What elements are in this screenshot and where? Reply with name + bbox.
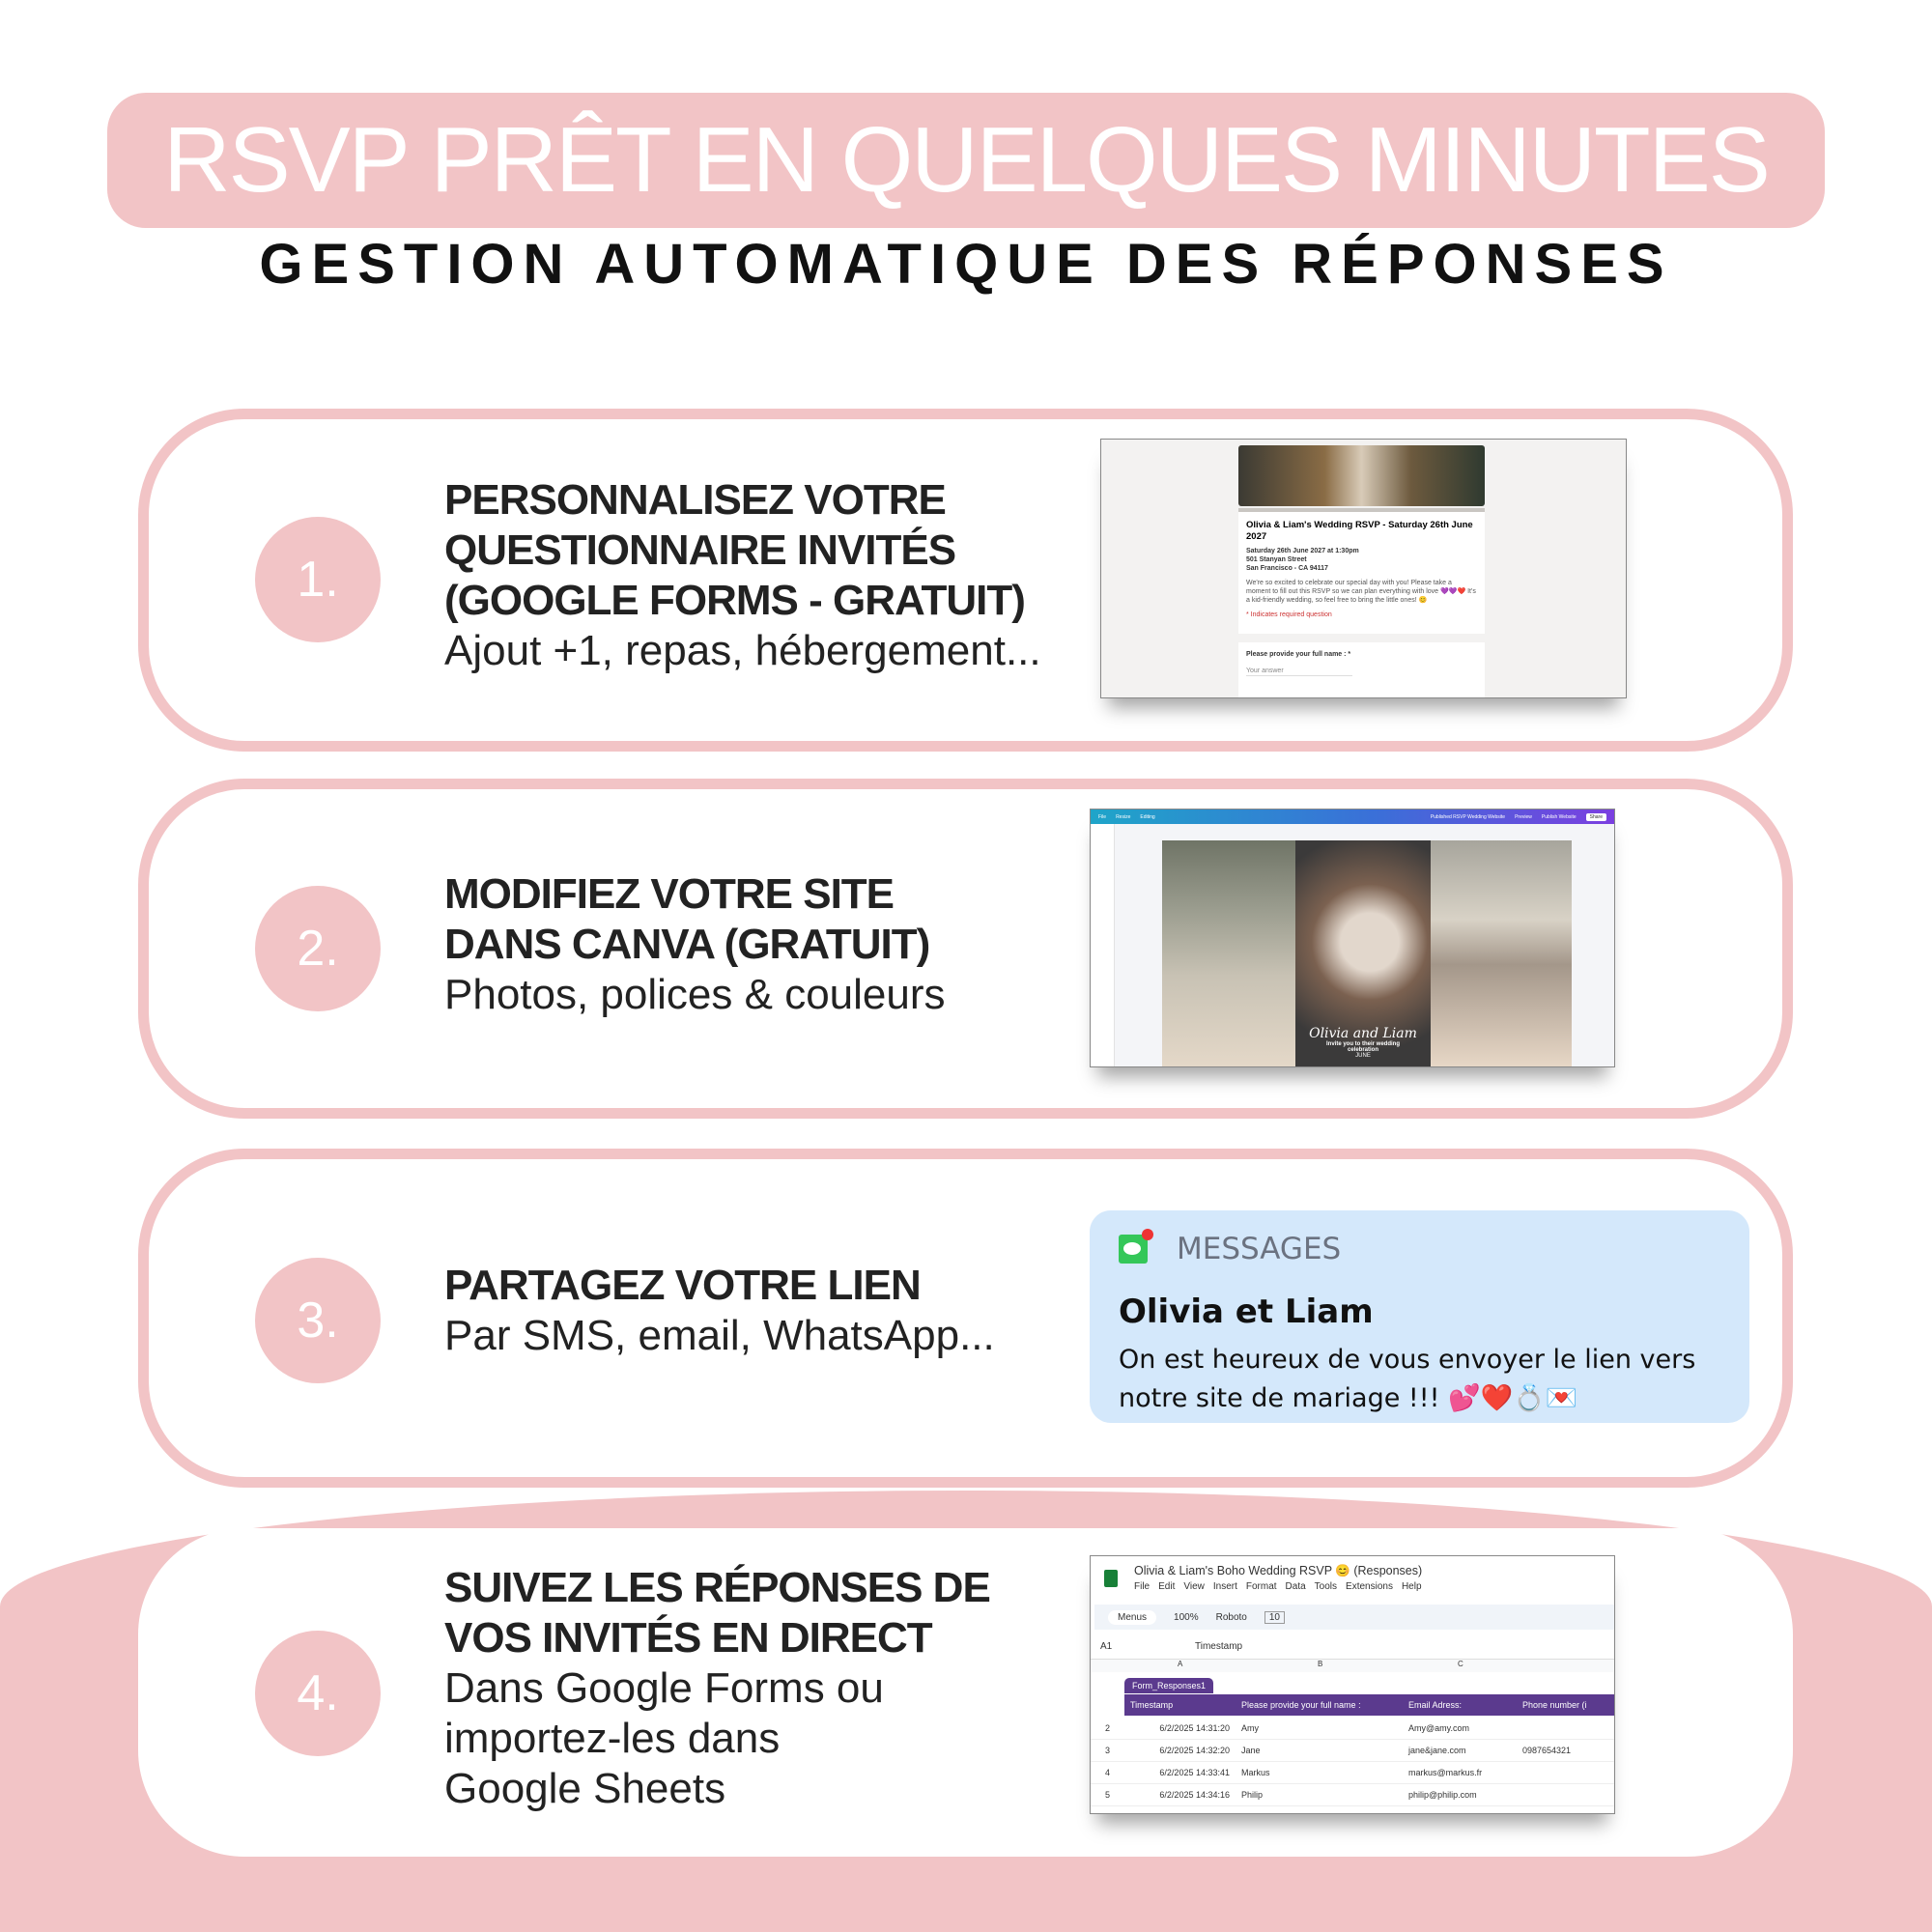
cell-email[interactable]: Amy@amy.com [1408, 1723, 1469, 1733]
cell-name[interactable]: Jane [1241, 1746, 1261, 1755]
header-cell[interactable]: Email Adress: [1408, 1700, 1463, 1710]
step-number-1: 1. [255, 517, 381, 642]
message-sender: Olivia et Liam [1119, 1293, 1374, 1331]
sheets-menu-bar [1134, 1581, 1422, 1592]
form-city: San Francisco - CA 94117 [1246, 565, 1328, 572]
step-text-2 [444, 869, 946, 1020]
page-title: RSVP PRÊT EN QUELQUES MINUTES [163, 108, 1769, 212]
step-heading: PERSONNALISEZ VOTRE [444, 476, 946, 524]
lake-photo-left [1162, 840, 1295, 1066]
table-row[interactable] [1091, 1740, 1614, 1762]
menu-resize[interactable]: Resize [1116, 813, 1131, 820]
menu-item[interactable]: File [1134, 1581, 1151, 1592]
month-text: JUNE [1355, 1053, 1371, 1059]
cell-email[interactable]: philip@philip.com [1408, 1790, 1477, 1800]
column-headers [1091, 1659, 1614, 1672]
google-forms-screenshot [1100, 439, 1627, 698]
column-c[interactable]: C [1458, 1660, 1463, 1668]
step-body: Ajout +1, repas, hébergement... [444, 627, 1041, 674]
form-date: Saturday 26th June 2027 at 1:30pm [1246, 548, 1359, 554]
menu-item[interactable]: Format [1245, 1581, 1277, 1592]
step-text-4 [444, 1563, 990, 1814]
step-body: importez-les dans [444, 1715, 781, 1762]
cell-phone[interactable]: 0987654321 [1522, 1746, 1572, 1755]
table-row[interactable] [1091, 1762, 1614, 1784]
header-cell[interactable]: Timestamp [1130, 1700, 1174, 1710]
messages-app-name: MESSAGES [1177, 1232, 1342, 1266]
form-required-note: * Indicates required question [1246, 611, 1332, 618]
menu-item[interactable]: Edit [1158, 1581, 1176, 1592]
canva-toolbar [1091, 810, 1614, 824]
cell-name[interactable]: Markus [1241, 1768, 1270, 1777]
step-text-1 [444, 475, 1041, 676]
column-a[interactable]: A [1178, 1660, 1183, 1668]
step-number-4: 4. [255, 1631, 381, 1756]
form-question-card [1238, 642, 1485, 698]
invite-text: Invite you to their wedding celebration [1325, 1041, 1400, 1053]
messages-app-icon [1119, 1235, 1148, 1264]
wedding-header-photo [1238, 445, 1485, 506]
cell-n[interactable]: 3 [1104, 1746, 1110, 1755]
sheets-toolbar [1094, 1605, 1614, 1630]
google-sheets-screenshot [1090, 1555, 1615, 1814]
cell-email[interactable]: jane&jane.com [1408, 1746, 1466, 1755]
chateau-photo [1431, 840, 1572, 1066]
preview-button[interactable]: Preview [1515, 813, 1532, 820]
step-heading: QUESTIONNAIRE INVITÉS [444, 526, 956, 574]
step-heading: DANS CANVA (GRATUIT) [444, 921, 930, 968]
canva-sidebar[interactable] [1091, 824, 1115, 1066]
step-heading: MODIFIEZ VOTRE SITE [444, 870, 895, 918]
title-banner [107, 93, 1825, 228]
sheet-title: Olivia & Liam's Boho Wedding RSVP 😊 (Responses) [1134, 1564, 1423, 1577]
column-b[interactable]: B [1318, 1660, 1323, 1668]
message-text: On est heureux de vous envoyer le lien vers notre site de mariage !!! 💕❤️💍💌 [1119, 1345, 1696, 1413]
name-box[interactable]: A1 [1100, 1641, 1113, 1652]
cell-email[interactable]: markus@markus.fr [1408, 1768, 1483, 1777]
step-body: Par SMS, email, WhatsApp... [444, 1312, 995, 1359]
share-button[interactable]: Share [1586, 813, 1606, 821]
message-notification [1090, 1210, 1749, 1423]
cell-ts[interactable]: 6/2/2025 14:32:20 [1159, 1746, 1230, 1755]
font-select[interactable]: Roboto [1215, 1611, 1247, 1623]
menu-item[interactable]: Insert [1212, 1581, 1237, 1592]
cell-ts[interactable]: 6/2/2025 14:31:20 [1159, 1723, 1230, 1733]
table-row[interactable] [1091, 1784, 1614, 1806]
menu-item[interactable]: Data [1285, 1581, 1306, 1592]
step-text-3 [444, 1261, 995, 1361]
font-size-input[interactable]: 10 [1264, 1611, 1285, 1624]
cell-name[interactable]: Philip [1241, 1790, 1264, 1800]
cell-n[interactable]: 2 [1104, 1723, 1110, 1733]
step-heading: VOS INVITÉS EN DIRECT [444, 1614, 932, 1662]
page-subtitle: GESTION AUTOMATIQUE DES RÉPONSES [259, 233, 1673, 296]
step-number-3: 3. [255, 1258, 381, 1383]
menu-item[interactable]: Help [1401, 1581, 1422, 1592]
formula-bar[interactable]: Timestamp [1195, 1641, 1243, 1652]
table-row[interactable] [1091, 1718, 1614, 1740]
canva-screenshot [1090, 809, 1615, 1067]
menu-file[interactable]: File [1098, 813, 1107, 820]
header-cell[interactable]: Please provide your full name : [1241, 1700, 1361, 1710]
menus-search[interactable]: Menus [1108, 1610, 1156, 1625]
cell-name[interactable]: Amy [1241, 1723, 1259, 1733]
menu-item[interactable]: Extensions [1346, 1581, 1393, 1592]
doc-title: Published RSVP Wedding Website [1430, 813, 1506, 820]
table-body [1091, 1718, 1614, 1806]
cell-n[interactable]: 4 [1104, 1768, 1110, 1777]
form-street: 501 Stanyan Street [1246, 556, 1307, 563]
step-body: Photos, polices & couleurs [444, 971, 946, 1018]
answer-input[interactable]: Your answer [1246, 667, 1352, 676]
menu-editing[interactable]: Editing [1140, 813, 1155, 820]
form-question: Please provide your full name : * [1246, 651, 1351, 658]
step-body: Google Sheets [444, 1765, 726, 1812]
menu-item[interactable]: View [1183, 1581, 1205, 1592]
sheets-logo-icon [1104, 1570, 1118, 1587]
cell-ts[interactable]: 6/2/2025 14:33:41 [1159, 1768, 1230, 1777]
form-description: We're so excited to celebrate our special day with you! Please take a moment to fill out this RSVP so we can plan everything with love 💜💜❤️ It's a kid-friendly wedding, so feel free to bring the little ones! 😊 [1246, 580, 1476, 604]
step-heading: PARTAGEZ VOTRE LIEN [444, 1262, 921, 1309]
step-body: Dans Google Forms ou [444, 1664, 884, 1712]
form-header-card [1238, 508, 1485, 634]
script-title: Olivia and Liam [1309, 1026, 1417, 1041]
step-heading: SUIVEZ LES RÉPONSES DE [444, 1564, 990, 1611]
cell-n[interactable]: 5 [1104, 1790, 1110, 1800]
zoom-select[interactable]: 100% [1174, 1611, 1199, 1623]
publish-button[interactable]: Publish Website [1541, 813, 1577, 820]
cell-ts[interactable]: 6/2/2025 14:34:16 [1159, 1790, 1230, 1800]
couple-photo [1295, 840, 1431, 1066]
step-heading: (GOOGLE FORMS - GRATUIT) [444, 577, 1025, 624]
step-number-2: 2. [255, 886, 381, 1011]
form-title: Olivia & Liam's Wedding RSVP - Saturday 26th June 2027 [1246, 520, 1473, 542]
header-cell[interactable]: Phone number (i [1522, 1700, 1587, 1710]
menu-item[interactable]: Tools [1314, 1581, 1338, 1592]
table-header-row [1124, 1694, 1614, 1716]
table-name-tab[interactable]: Form_Responses1 [1124, 1678, 1213, 1693]
